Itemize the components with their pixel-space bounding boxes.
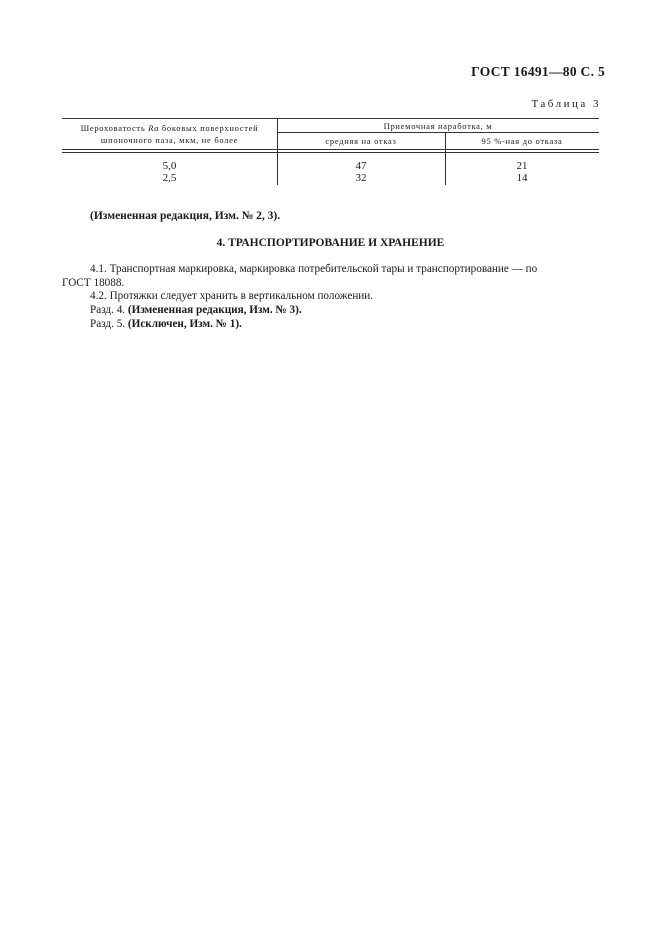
- section4-revision: (Измененная редакция, Изм. № 3).: [127, 304, 302, 316]
- header-bottom-border-double: [62, 152, 599, 153]
- roughness-header-symbol: Ra: [148, 123, 160, 133]
- table-label: Таблица 3: [531, 98, 601, 110]
- row1-pct95: 21: [516, 160, 528, 172]
- table-3: [62, 118, 599, 185]
- paragraph-section5-note: [90, 318, 242, 332]
- group-header-divider: [277, 132, 599, 133]
- row2-mean: 32: [355, 172, 367, 184]
- row1-roughness: 5,0: [162, 160, 177, 172]
- paragraph-4-2: 4.2. Протяжки следует хранить в вертикальном положении.: [90, 290, 374, 302]
- roughness-header-line2: шпоночного паза, мкм, не более: [100, 135, 239, 145]
- row2-roughness: 2,5: [162, 172, 177, 184]
- header-bottom-border: [62, 149, 599, 150]
- roughness-header-part1: Шероховатость: [80, 123, 149, 133]
- pct95-to-failure-header: 95 %-ная до отказа: [481, 136, 563, 146]
- row1-mean: 47: [355, 160, 367, 172]
- section5-excluded: (Исключен, Изм. № 1).: [127, 318, 242, 330]
- section4-prefix: Разд. 4.: [90, 304, 128, 316]
- document-header: ГОСТ 16491—80 С. 5: [471, 64, 605, 79]
- table-top-border: [62, 118, 599, 119]
- roughness-header-part2: боковых поверхностей: [159, 123, 259, 133]
- acceptance-runtime-header: Приемочная наработка, м: [383, 121, 493, 131]
- paragraph-4-1-line1: 4.1. Транспортная маркировка, маркировка потребительской тары и транспортирование — по: [90, 263, 538, 275]
- mean-to-failure-header: средняя на отказ: [325, 136, 397, 146]
- roughness-column-header: [62, 122, 277, 146]
- row2-pct95: 14: [516, 172, 528, 184]
- revision-note: (Измененная редакция, Изм. № 2, 3).: [90, 210, 281, 222]
- paragraph-section4-note: [90, 304, 302, 318]
- section-title: 4. ТРАНСПОРТИРОВАНИЕ И ХРАНЕНИЕ: [216, 237, 445, 249]
- paragraph-4-1-line2: ГОСТ 18088.: [62, 277, 125, 289]
- section5-prefix: Разд. 5.: [90, 318, 128, 330]
